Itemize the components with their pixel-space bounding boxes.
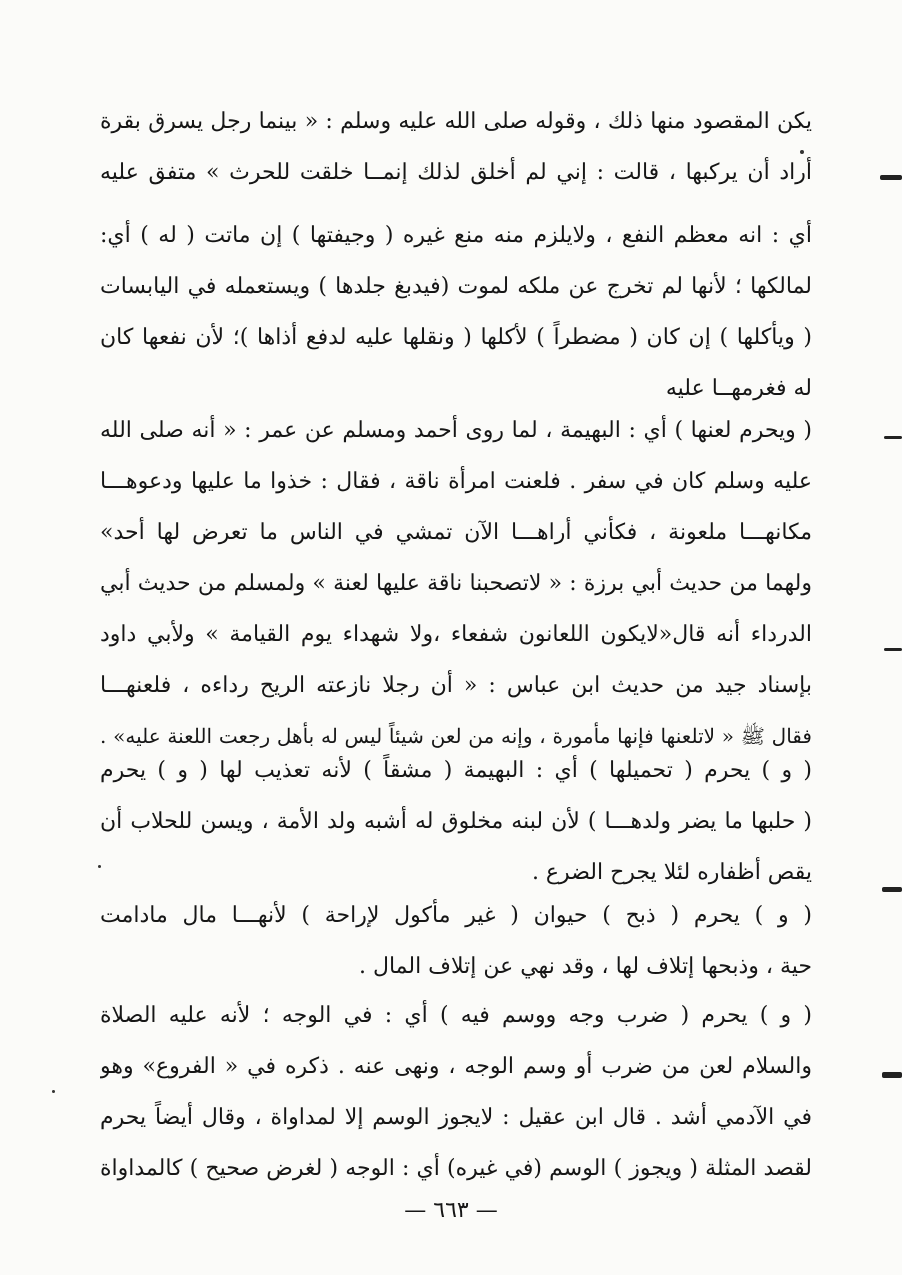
text-line: يكن المقصود منها ذلك ، وقوله صلى الله عليه وسلم : « بينما رجل يسرق بقرة	[100, 109, 812, 134]
paragraph	[100, 745, 812, 898]
paragraph	[100, 96, 812, 198]
text-line: الدرداء أنه قال«لايكون اللعانون شفعاء ،ولا شهداء يوم القيامة » ولأبي داود	[100, 622, 812, 647]
binding-mark	[884, 436, 902, 439]
text-line: حية ، وذبحها إتلاف لها ، وقد نهي عن إتلاف المال .	[358, 954, 812, 979]
text-line: ( و ) يحرم ( ذبح ) حيوان ( غير مأكول لإراحة ) لأنهـــا مال مادامت	[100, 903, 812, 928]
text-line: في الآدمي أشد . قال ابن عقيل : لايجوز الوسم إلا لمداواة ، وقال أيضاً يحرم	[100, 1105, 812, 1130]
page-number: — ٦٦٣ —	[404, 1198, 498, 1223]
paragraph	[100, 405, 812, 762]
text-line: يقص أظفاره لئلا يجرح الضرع .	[531, 860, 812, 885]
text-line: مكانهـــا ملعونة ، فكأني أراهـــا الآن تمشي في الناس ما تعرض لها أحد»	[100, 520, 812, 545]
text-line: لمالكها ؛ لأنها لم تخرج عن ملكه لموت (فيدبغ جلدها ) ويستعمله في اليابسات	[100, 274, 812, 299]
text-line: أي : انه معظم النفع ، ولايلزم منه منع غيره ( وجيفتها ) إن ماتت ( له ) أي:	[100, 223, 812, 248]
text-line: بإسناد جيد من حديث ابن عباس : « أن رجلا نازعته الريح رداءه ، فلعنهـــا	[100, 673, 812, 698]
text-line: أراد أن يركبها ، قالت : إني لم أخلق لذلك إنمــا خلقت للحرث » متفق عليه	[100, 160, 812, 185]
text-line: والسلام لعن من ضرب أو وسم الوجه ، ونهى عنه . ذكره في « الفروع» وهو	[100, 1054, 812, 1079]
text-line: له فغرمهــا عليه	[665, 376, 812, 401]
text-line: ( ويأكلها ) إن كان ( مضطراً ) لأكلها ( ونقلها عليه لدفع أذاها )؛ لأن نفعها كان	[100, 325, 812, 350]
binding-mark	[880, 175, 902, 180]
binding-mark	[884, 648, 902, 651]
binding-mark	[882, 887, 902, 892]
paragraph	[100, 890, 812, 992]
speck	[52, 1090, 55, 1093]
speck	[800, 150, 804, 154]
text-line: ( و ) يحرم ( تحميلها ) أي : البهيمة ( مشقاً ) لأنه تعذيب لها ( و ) يحرم	[100, 758, 812, 783]
text-line: عليه وسلم كان في سفر . فلعنت امرأة ناقة ، فقال : خذوا ما عليها ودعوهـــا	[100, 469, 812, 494]
text-line: ( و ) يحرم ( ضرب وجه ووسم فيه ) أي : في الوجه ؛ لأنه عليه الصلاة	[100, 1003, 812, 1028]
text-line: ولهما من حديث أبي برزة : « لاتصحبنا ناقة عليها لعنة » ولمسلم من حديث أبي	[100, 571, 812, 596]
speck	[98, 865, 101, 868]
text-line: فقال ﷺ « لاتلعنها فإنها مأمورة ، وإنه من لعن شيئاً ليس له بأهل رجعت اللعنة عليه» .	[100, 724, 812, 748]
text-line: ( حلبها ما يضر ولدهـــا ) لأن لبنه مخلوق له أشبه ولد الأمة ، ويسن للحلاب أن	[100, 809, 812, 834]
text-line: لقصد المثلة ( ويجوز ) الوسم (في غيره) أي : الوجه ( لغرض صحيح ) كالمداواة	[100, 1156, 812, 1181]
paragraph	[100, 210, 812, 414]
binding-mark	[882, 1072, 902, 1078]
text-line: ( ويحرم لعنها ) أي : البهيمة ، لما روى أحمد ومسلم عن عمر : « أنه صلى الله	[100, 418, 812, 443]
paragraph	[100, 990, 812, 1194]
